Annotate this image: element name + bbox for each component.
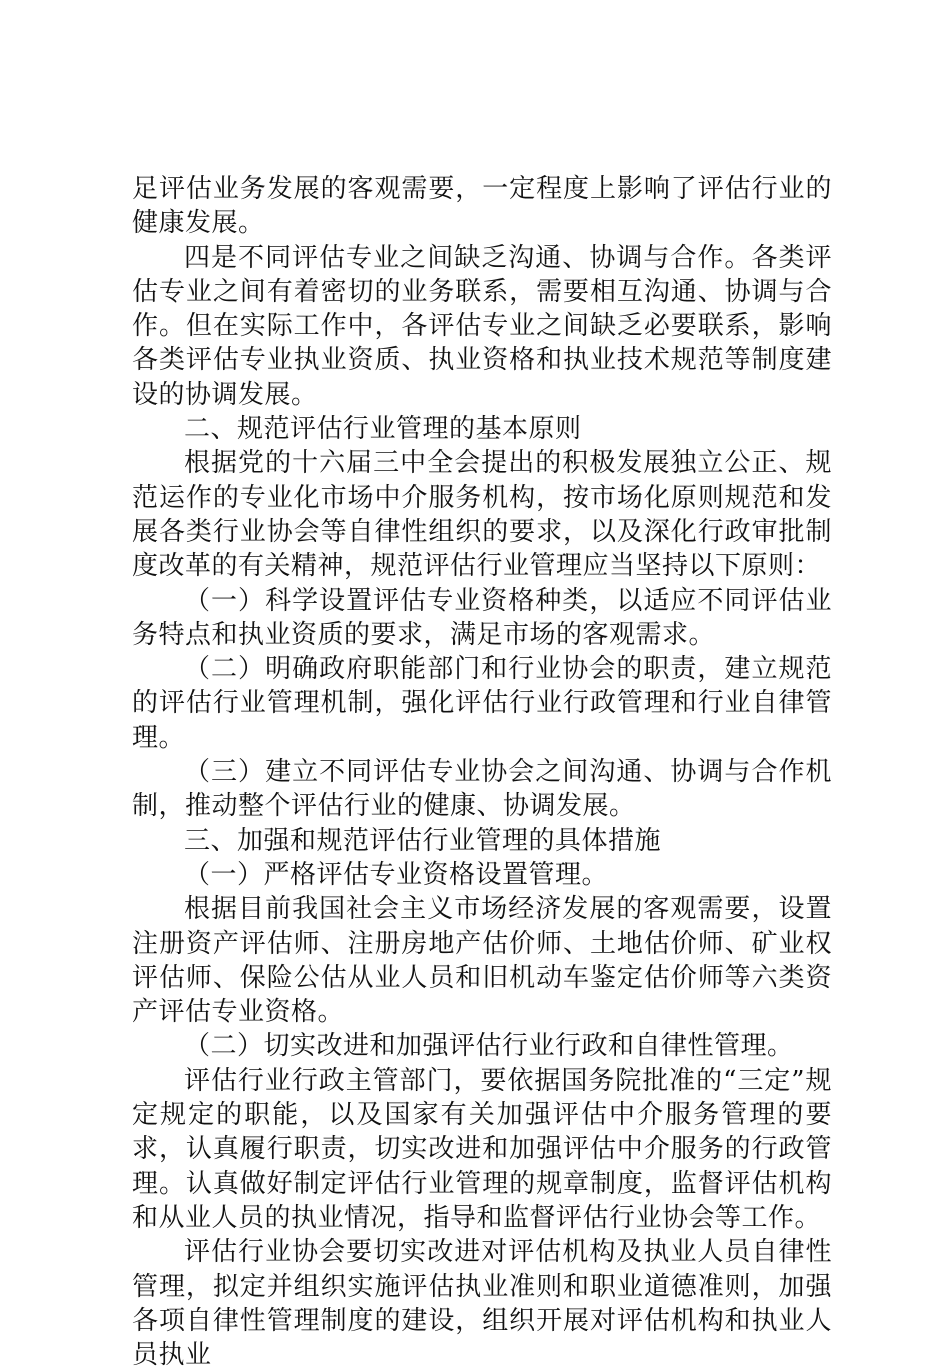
paragraph-point-four: 四是不同评估专业之间缺乏沟通、协调与合作。各类评估专业之间有着密切的业务联系，需要相互沟通、协调与合作。但在实际工作中，各评估专业之间缺乏必要联系，影响各类评估专业执业资质、执业资格和执业技术规范等制度建设的协调发展。 [132,242,832,410]
measure-subheading-1: （一）严格评估专业资格设置管理。 [184,859,609,890]
paragraph-association-self-regulation: 评估行业协会要切实改进对评估机构及执业人员自律性管理，拟定并组织实施评估执业准则和职业道德准则，加强各项自律性管理制度的建设，组织开展对评估机构和执业人员执业 [132,1237,832,1371]
paragraph-principles-intro: 根据党的十六届三中全会提出的积极发展独立公正、规范运作的专业化市场中介服务机构，按市场化原则规范和发展各类行业协会等自律性组织的要求，以及深化行政审批制度改革的有关精神，规范评估行业管理应当坚持以下原则： [132,448,832,582]
paragraph-qualification-types: 根据目前我国社会主义市场经济发展的客观需要，设置注册资产评估师、注册房地产估价师、土地估价师、矿业权评估师、保险公估从业人员和旧机动车鉴定估价师等六类资产评估专业资格。 [132,894,832,1028]
paragraph-continuation: 足评估业务发展的客观需要，一定程度上影响了评估行业的健康发展。 [132,174,832,239]
section-heading-two: 二、规范评估行业管理的基本原则 [184,414,582,445]
document-body [132,172,832,1372]
principle-item-1: （一）科学设置评估专业资格种类，以适应不同评估业务特点和执业资质的要求，满足市场的客观需求。 [132,585,832,650]
paragraph-administrative-management: 评估行业行政主管部门，要依据国务院批准的“三定”规定规定的职能，以及国家有关加强评估中介服务管理的要求，认真履行职责，切实改进和加强评估中介服务的行政管理。认真做好制定评估行业管理的规章制度，监督评估机构和从业人员的执业情况，指导和监督评估行业协会等工作。 [132,1065,832,1233]
principle-item-2: （二）明确政府职能部门和行业协会的职责，建立规范的评估行业管理机制，强化评估行业行政管理和行业自律管理。 [132,654,832,753]
measure-subheading-2: （二）切实改进和加强评估行业行政和自律性管理。 [184,1031,794,1062]
principle-item-3: （三）建立不同评估专业协会之间沟通、协调与合作机制，推动整个评估行业的健康、协调发展。 [132,757,832,822]
section-heading-three: 三、加强和规范评估行业管理的具体措施 [184,825,662,856]
